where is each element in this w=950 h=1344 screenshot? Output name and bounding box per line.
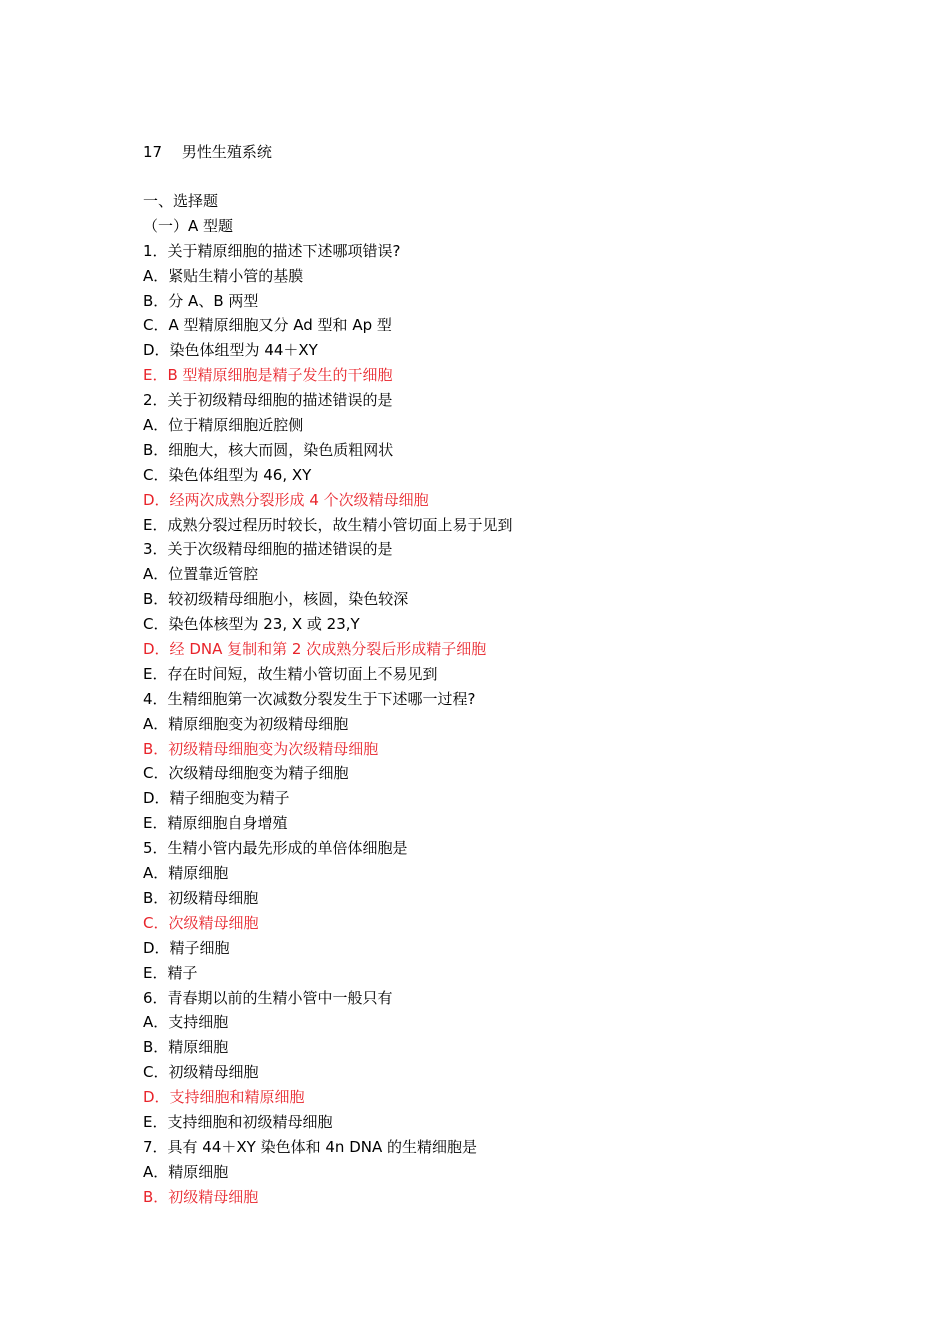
answer-option: B．细胞大，核大而圆，染色质粗网状 [143,440,394,459]
answer-option: A．精原细胞 [143,1162,229,1181]
answer-option: D．精子细胞变为精子 [143,789,290,808]
correct-answer-option: D．经两次成熟分裂形成 4 个次级精母细胞 [143,490,429,509]
answer-option: C．A 型精原细胞又分 Ad 型和 Ap 型 [143,316,392,335]
answer-option: C．次级精母细胞变为精子细胞 [143,764,349,783]
document-body [143,140,843,1210]
answer-option: B．精原细胞 [143,1038,229,1057]
answer-option: A．位置靠近管腔 [143,565,259,584]
answer-option: A．紧贴生精小管的基膜 [143,266,304,285]
answer-option: B．较初级精母细胞小，核圆，染色较深 [143,590,409,609]
subsection-heading: （一）A 型题 [143,216,234,235]
answer-option: E．存在时间短，故生精小管切面上不易见到 [143,664,438,683]
correct-answer-option: C．次级精母细胞 [143,913,259,932]
correct-answer-option: B．初级精母细胞变为次级精母细胞 [143,739,379,758]
correct-answer-option: D．支持细胞和精原细胞 [143,1088,305,1107]
answer-option: D．染色体组型为 44＋XY [143,341,318,360]
correct-answer-option: B．初级精母细胞 [143,1187,259,1206]
question-stem: 5．生精小管内最先形成的单倍体细胞是 [143,839,408,858]
correct-answer-option: E．B 型精原细胞是精子发生的干细胞 [143,366,393,385]
answer-option: A．精原细胞变为初级精母细胞 [143,714,349,733]
answer-option: A．支持细胞 [143,1013,229,1032]
answer-option: D．精子细胞 [143,938,230,957]
answer-option: C．染色体核型为 23, X 或 23,Y [143,615,360,634]
answer-option: E．精子 [143,963,198,982]
question-stem: 1．关于精原细胞的描述下述哪项错误? [143,241,401,260]
question-stem: 3．关于次级精母细胞的描述错误的是 [143,540,393,559]
answer-option: E．支持细胞和初级精母细胞 [143,1112,333,1131]
answer-option: C．初级精母细胞 [143,1063,259,1082]
answer-option: E．精原细胞自身增殖 [143,814,288,833]
answer-option: A．位于精原细胞近腔侧 [143,416,304,435]
question-list [143,189,843,1210]
question-stem: 4．生精细胞第一次减数分裂发生于下述哪一过程? [143,689,476,708]
section-heading: 一、选择题 [143,192,219,210]
title-spacer [143,165,843,189]
answer-option: E．成熟分裂过程历时较长，故生精小管切面上易于见到 [143,515,513,534]
question-stem: 2．关于初级精母细胞的描述错误的是 [143,391,393,410]
question-stem: 6．青春期以前的生精小管中一般只有 [143,988,393,1007]
answer-option: A．精原细胞 [143,864,229,883]
chapter-title: 17 男性生殖系统 [143,143,272,161]
answer-option: B．初级精母细胞 [143,888,259,907]
question-stem: 7．具有 44＋XY 染色体和 4n DNA 的生精细胞是 [143,1137,477,1156]
correct-answer-option: D．经 DNA 复制和第 2 次成熟分裂后形成精子细胞 [143,640,487,659]
answer-option: C．染色体组型为 46, XY [143,465,312,484]
answer-option: B．分 A、B 两型 [143,291,259,310]
